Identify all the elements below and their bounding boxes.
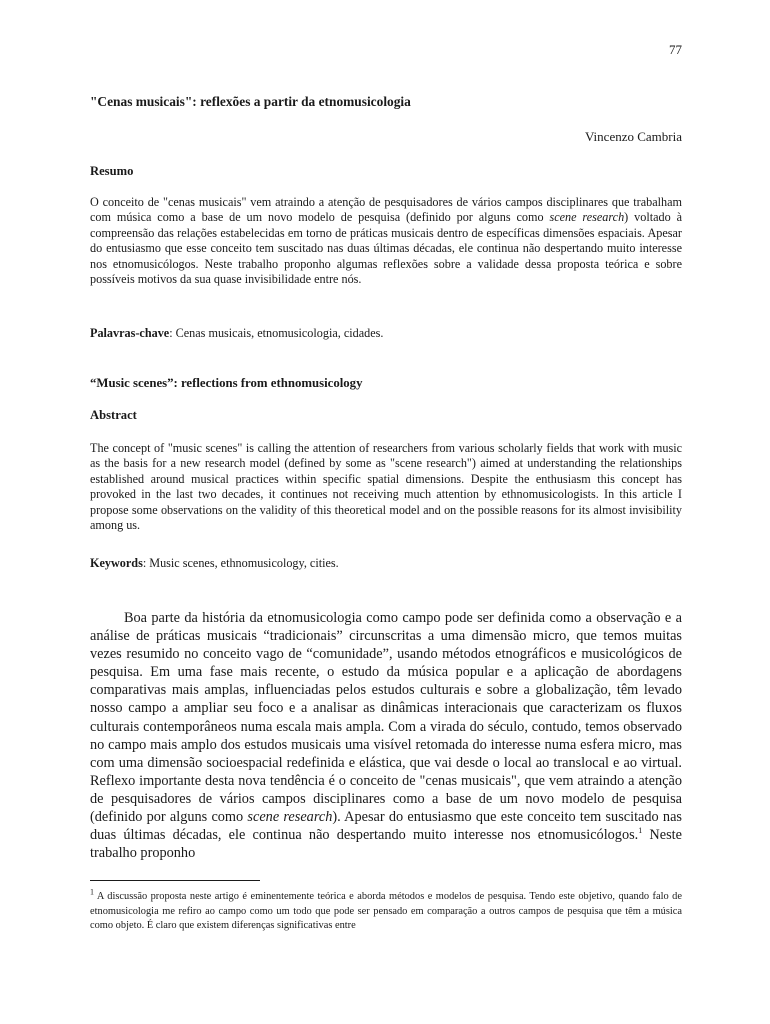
body-text-italic: scene research (247, 809, 333, 826)
footnote-reference[interactable]: 1 (638, 826, 643, 836)
article-title-en: “Music scenes”: reflections from ethnomusicology (90, 376, 363, 390)
keywords-label: Keywords (90, 556, 143, 570)
author-name: Vincenzo Cambria (584, 129, 682, 144)
page-number: 77 (669, 42, 682, 57)
abstract-heading: Abstract (90, 408, 137, 422)
body-text-part: Neste trabalho proponho (90, 827, 682, 862)
body-text-part: Boa parte da história da etnomusicologia como campo pode ser definida como a observação e a análise de práticas musicais “tradicionais” circunscritas a uma dimensão micro, que temos muitas vezes resumido no conceito vago de “comunidade”, usando métodos etnográficos e musicológicos de pesquisa. Em uma fase mais recente, o estudo da música popular e a aplicação de abordagens comparativas mais amplas, influenciadas pelos estudos culturais e sobre a globalização, têm levado nosso campo a ampliar seu foco e a analisar as dinâmicas interacionais que caracterizam os fluxos culturais contemporâneos numa escala mais ampla. Com a virada do século, contudo, temos observado no campo mais amplo dos estudos musicais uma visível retomada do interesse numa esfera micro, mas com uma dimensão socioespacial redefinida e elástica, que vai desde o local ao translocal e ao virtual. Reflexo importante desta nova tendência é o conceito de "cenas musicais", que vem atraindo a atenção de pesquisadores de vários campos disciplinares como a base de um novo modelo de pesquisa (definido por alguns como (90, 610, 682, 826)
abstract-text: The concept of "music scenes" is calling the attention of researchers from various scholarly fields that work with music as the basis for a new research model (defined by some as "scene research") aimed at understanding the relationships established around musical practices within specific spatial dimensions. Despite the enthusiasm this concept has provoked in the last two decades, it continues not receiving much attention by ethnomusicologists. In this article I propose some observations on the validity of this theoretical model and on the possible reasons for its almost invisibility among us. (90, 441, 682, 533)
footnote-text: A discussão proposta neste artigo é eminentemente teórica e aborda métodos e modelos de pesquisa. Tendo este objetivo, quando falo de etnomusicologia me refiro ao campo como um todo que pode ser pensado em comparação a outros campos de pesquisa que têm a música como objeto. É claro que existem diferenças significativas entre (90, 891, 682, 931)
palavras-chave-label: Palavras-chave (90, 326, 170, 340)
resumo-text-italic: scene research (549, 210, 625, 225)
footnote-marker: 1 (90, 887, 94, 897)
palavras-chave (90, 326, 383, 341)
resumo-heading: Resumo (90, 164, 134, 178)
resumo-text-part: ) voltado à compreensão das relações estabelecidas em torno de práticas musicais dentro de específicas dimensões espaciais. Apesar do entusiasmo que esse conceito tem suscitado nas duas últimas décadas, ele continua não despertando muito interesse nos etnomusicólogos. Neste trabalho proponho algumas reflexões sobre a validade dessa proposta teórica e sobre possíveis motivos da sua quase invisibilidade entre nós. (90, 210, 682, 287)
body-text-part: ). Apesar do entusiasmo que este conceito tem suscitado nas duas últimas décadas, ele continua não despertando muito interesse nos etnomusicólogos. (90, 809, 682, 844)
resumo-text (90, 195, 682, 287)
footnote-divider (90, 880, 260, 881)
resumo-text-part: O conceito de "cenas musicais" vem atraindo a atenção de pesquisadores de vários campos disciplinares que trabalham com música como a base de um novo modelo de pesquisa (definido por alguns como (90, 195, 682, 225)
article-title-pt: "Cenas musicais": reflexões a partir da etnomusicologia (90, 94, 411, 109)
footnote (90, 887, 682, 934)
palavras-chave-text: : Cenas musicais, etnomusicologia, cidades. (169, 326, 384, 340)
body-paragraph (90, 609, 682, 862)
keywords (90, 556, 339, 571)
keywords-text: : Music scenes, ethnomusicology, cities. (142, 556, 339, 570)
